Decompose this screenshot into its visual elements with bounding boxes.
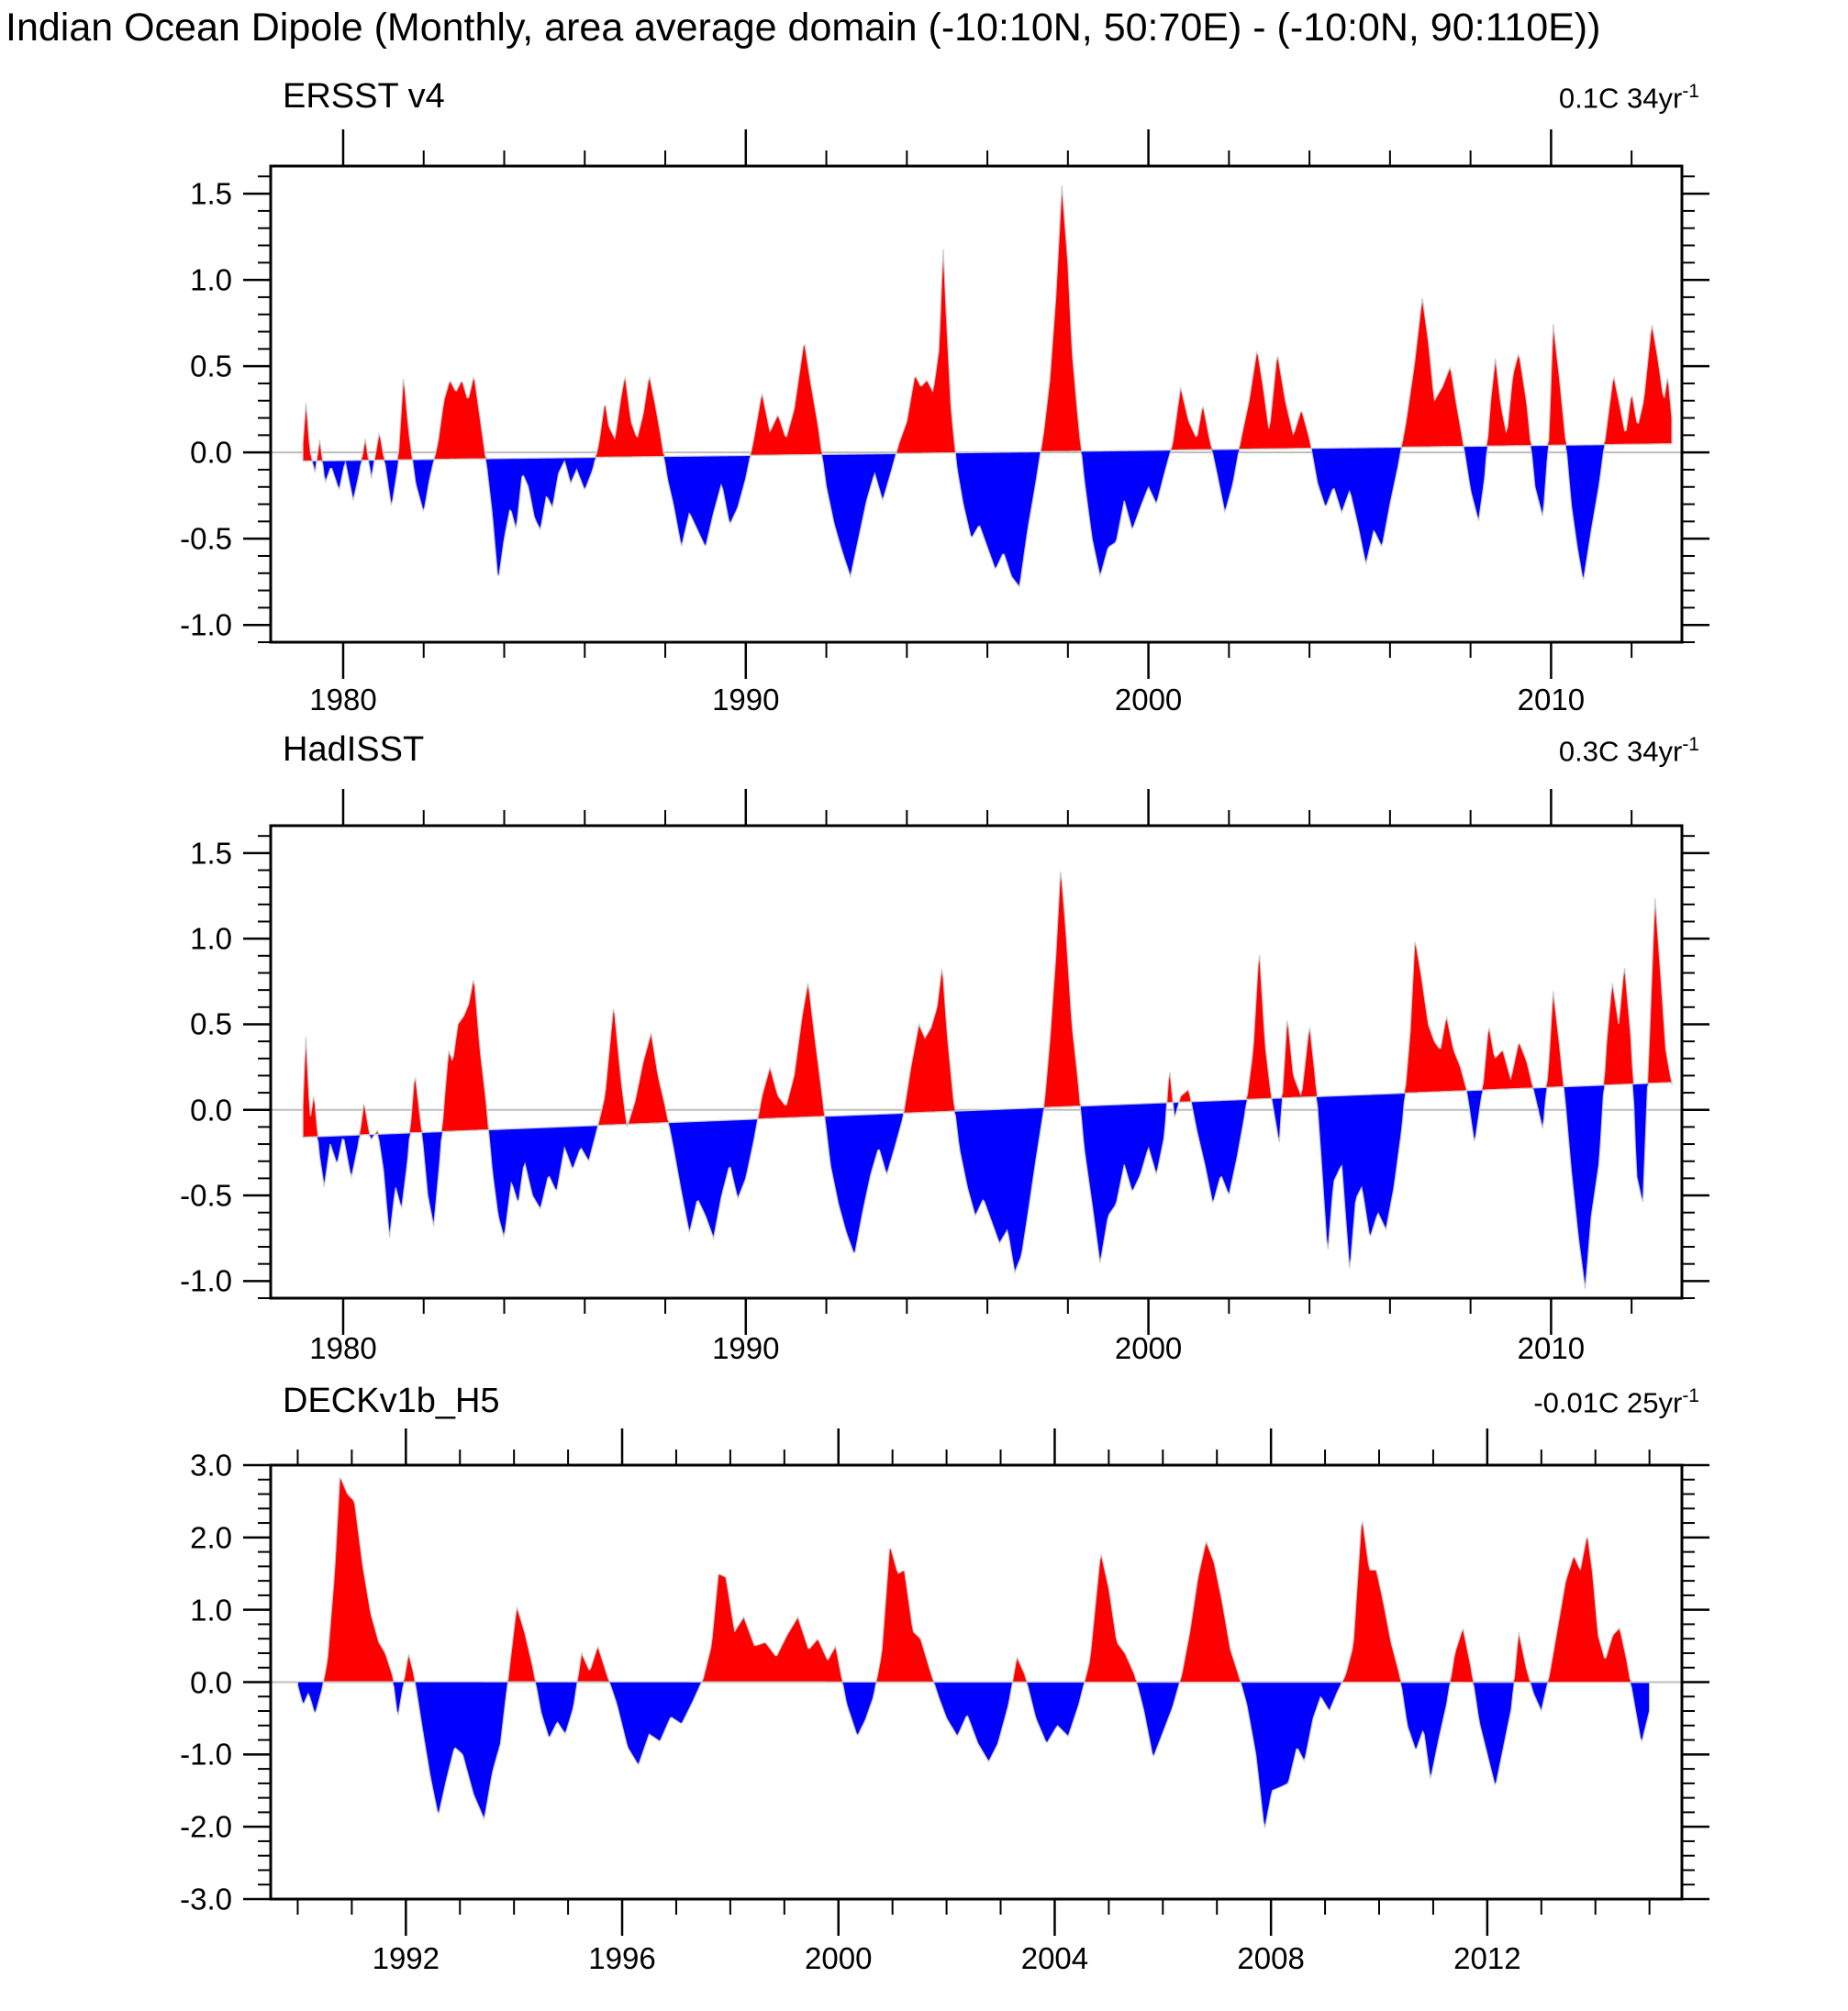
y-tick-label: 1.5 xyxy=(190,836,232,871)
trend-value: 0.1C 34yr xyxy=(1558,82,1683,115)
series-area xyxy=(297,1478,1649,1683)
y-tick-label: 0.0 xyxy=(190,1665,232,1699)
y-tick-label: -1.0 xyxy=(180,1263,232,1298)
y-tick-label: 3.0 xyxy=(190,1448,232,1483)
y-tick-label: -1.0 xyxy=(180,1737,232,1772)
x-tick-label: 2010 xyxy=(1517,1331,1586,1365)
panel-title-ersst: ERSST v4 xyxy=(283,77,445,116)
trend-annotation-hadisst xyxy=(1559,734,1699,768)
y-tick-label: -3.0 xyxy=(180,1882,232,1917)
x-tick-label: 1990 xyxy=(712,683,780,717)
x-tick-label: 2004 xyxy=(1020,1941,1089,1975)
series-area xyxy=(297,1682,1649,1828)
series-area xyxy=(303,1083,1672,1289)
plot-box xyxy=(271,166,1682,642)
x-tick-label: 2008 xyxy=(1237,1941,1305,1975)
y-tick-label: 1.0 xyxy=(190,262,232,297)
y-tick-label: 1.5 xyxy=(190,176,232,211)
page-title: Indian Ocean Dipole (Monthly, area average domain (-10:10N, 50:70E) - (-10:0N, 90:110E)) xyxy=(6,6,1601,50)
x-tick-label: 1992 xyxy=(372,1941,440,1975)
trend-value: -0.01C 25yr xyxy=(1533,1386,1683,1419)
y-tick-label: 1.0 xyxy=(190,921,232,956)
x-tick-label: 1996 xyxy=(588,1941,656,1975)
y-tick-label: 0.5 xyxy=(190,349,232,383)
plot-box xyxy=(271,826,1682,1298)
x-tick-label: 1980 xyxy=(309,1331,377,1365)
x-tick-label: 2000 xyxy=(1114,683,1183,717)
y-tick-label: -1.0 xyxy=(180,607,232,642)
panel-title-deckv1b-h5: DECKv1b_H5 xyxy=(283,1382,500,1420)
x-tick-label: 2012 xyxy=(1453,1941,1521,1975)
y-tick-label: 0.0 xyxy=(190,1093,232,1128)
x-tick-label: 1980 xyxy=(309,683,377,717)
y-tick-label: 0.5 xyxy=(190,1006,232,1041)
y-tick-label: 1.0 xyxy=(190,1593,232,1628)
series-area xyxy=(303,444,1672,587)
x-tick-label: 2000 xyxy=(1114,1331,1183,1365)
y-tick-label: -0.5 xyxy=(180,521,232,556)
x-tick-label: 2000 xyxy=(805,1941,873,1975)
panel-title-hadisst: HadISST xyxy=(283,730,425,769)
y-tick-label: -0.5 xyxy=(180,1178,232,1213)
trend-exponent: -1 xyxy=(1682,734,1699,755)
trend-exponent: -1 xyxy=(1682,1385,1699,1406)
y-tick-label: -2.0 xyxy=(180,1809,232,1844)
series-area xyxy=(303,185,1672,461)
y-tick-label: 0.0 xyxy=(190,435,232,470)
trend-value: 0.3C 34yr xyxy=(1558,735,1683,768)
series-area xyxy=(303,872,1672,1137)
x-tick-label: 2010 xyxy=(1517,683,1586,717)
trend-annotation-deckv1b-h5 xyxy=(1533,1385,1699,1419)
y-tick-label: 2.0 xyxy=(190,1520,232,1555)
x-tick-label: 1990 xyxy=(712,1331,780,1365)
trend-exponent: -1 xyxy=(1682,81,1699,102)
trend-annotation-ersst xyxy=(1559,81,1699,115)
